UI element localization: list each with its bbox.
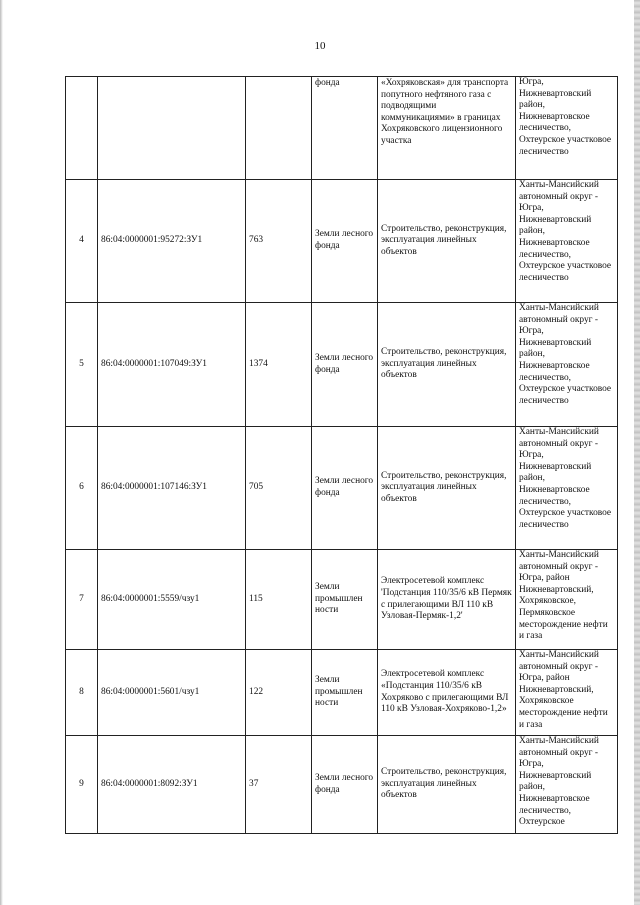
plot-purpose: Электросетевой комплекс «Подстанция 110/35/6 кВ Хохряково с прилегающими ВЛ 110 кВ Узловая-Хохряково-1,2» xyxy=(378,650,516,736)
cadastral-number: 86:04:0000001:107049:ЗУ1 xyxy=(98,303,246,427)
table-row xyxy=(66,427,618,550)
plot-purpose: «Хохряковская» для транспорта попутного нефтяного газа с подводящими коммуникациями» в границах Хохряковского лицензионного участка xyxy=(378,77,516,180)
table-row xyxy=(66,180,618,303)
table-row xyxy=(66,736,618,834)
plot-location: Ханты-Мансийский автономный округ - Югра, район Нижневартовский, Хохряковское, Пермяковское месторождение нефти и газа xyxy=(516,550,618,650)
row-number: 7 xyxy=(66,550,98,650)
land-category: Земли лесного фонда xyxy=(312,427,378,550)
plot-area: 115 xyxy=(246,550,312,650)
plot-area: 763 xyxy=(246,180,312,303)
table-row xyxy=(66,550,618,650)
plot-purpose: Строительство, реконструкция, эксплуатация линейных объектов xyxy=(378,303,516,427)
cadastral-number: 86:04:0000001:5559/чзу1 xyxy=(98,550,246,650)
cadastral-number: 86:04:0000001:8092:ЗУ1 xyxy=(98,736,246,834)
row-number: 9 xyxy=(66,736,98,834)
plot-location: Ханты-Мансийский автономный округ - Югра, Нижневартовский район, Нижневартовское лесничество, Охтеурское xyxy=(516,736,618,834)
plot-purpose: Строительство, реконструкция, эксплуатация линейных объектов xyxy=(378,736,516,834)
cadastral-number: 86:04:0000001:107146:ЗУ1 xyxy=(98,427,246,550)
plot-location: Ханты-Мансийский автономный округ - Югра, Нижневартовский район, Нижневартовское лесничество, Охтеурское участковое лесничество xyxy=(516,180,618,303)
plot-location: Ханты-Мансийский автономный округ - Югра, район Нижневартовский, Хохряковское месторождение нефти и газа xyxy=(516,650,618,736)
land-category: Земли лесного фонда xyxy=(312,303,378,427)
cadastral-number xyxy=(98,77,246,180)
plot-location: Югра, Нижневартовский район, Нижневартовское лесничество, Охтеурское участковое лесничество xyxy=(516,77,618,180)
row-number: 5 xyxy=(66,303,98,427)
plot-location: Ханты-Мансийский автономный округ - Югра, Нижневартовский район, Нижневартовское лесничество, Охтеурское участковое лесничество xyxy=(516,303,618,427)
row-number xyxy=(66,77,98,180)
cadastral-number: 86:04:0000001:5601/чзу1 xyxy=(98,650,246,736)
scan-edge-left xyxy=(0,0,3,905)
table-row xyxy=(66,650,618,736)
table-row xyxy=(66,77,618,180)
land-category: Земли лесного фонда xyxy=(312,736,378,834)
plot-area: 37 xyxy=(246,736,312,834)
plot-area xyxy=(246,77,312,180)
land-plots-table xyxy=(65,76,618,834)
plot-location: Ханты-Мансийский автономный округ - Югра, Нижневартовский район, Нижневартовское лесничество, Охтеурское участковое лесничество xyxy=(516,427,618,550)
land-category: Земли промышлен ности xyxy=(312,550,378,650)
row-number: 4 xyxy=(66,180,98,303)
row-number: 6 xyxy=(66,427,98,550)
plot-purpose: Электросетевой комплекс 'Подстанция 110/35/6 кВ Пермяк с прилегающими ВЛ 110 кВ Узловая-Пермяк-1,2' xyxy=(378,550,516,650)
plot-area: 705 xyxy=(246,427,312,550)
land-category: Земли промышлен ности xyxy=(312,650,378,736)
land-category: Земли лесного фонда xyxy=(312,180,378,303)
page-number: 10 xyxy=(314,40,326,52)
plot-area: 1374 xyxy=(246,303,312,427)
plot-area: 122 xyxy=(246,650,312,736)
cadastral-number: 86:04:0000001:95272:ЗУ1 xyxy=(98,180,246,303)
row-number: 8 xyxy=(66,650,98,736)
land-category: фонда xyxy=(312,77,378,180)
table-row xyxy=(66,303,618,427)
scan-edge-right xyxy=(634,0,640,905)
plot-purpose: Строительство, реконструкция, эксплуатация линейных объектов xyxy=(378,180,516,303)
plot-purpose: Строительство, реконструкция, эксплуатация линейных объектов xyxy=(378,427,516,550)
